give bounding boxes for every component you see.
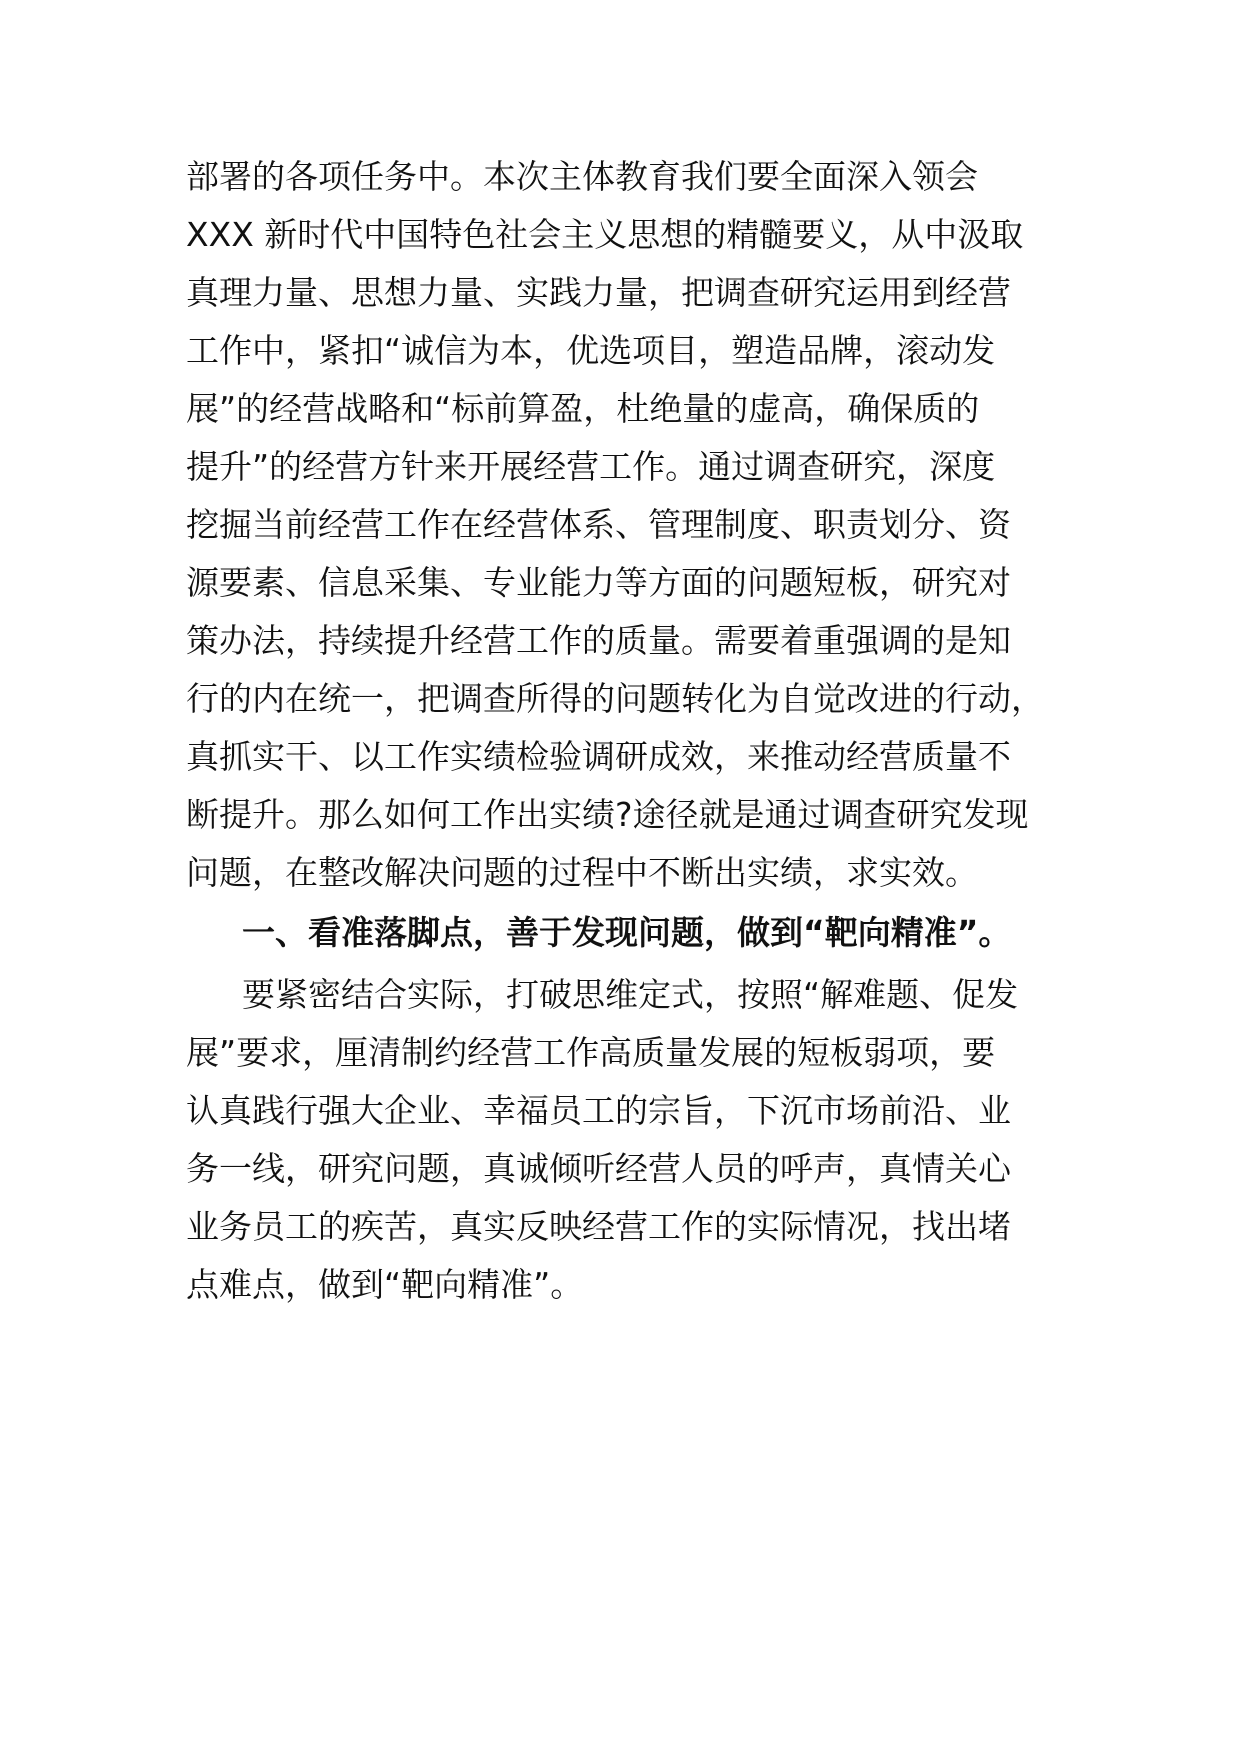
paragraph-line: 展”的经营战略和“标前算盈，杜绝量的虚高，确保质的 (186, 389, 980, 428)
paragraph-line: 断提升。那么如何工作出实绩?途径就是通过调查研究发现 (186, 795, 1029, 834)
section-heading: 一、看准落脚点，善于发现问题，做到“靶向精准”。 (242, 913, 1012, 952)
paragraph-line: 问题，在整改解决问题的过程中不断出实绩，求实效。 (186, 853, 978, 892)
paragraph-line: 要紧密结合实际，打破思维定式，按照“解难题、促发 (242, 975, 1019, 1014)
paragraph-line: 挖掘当前经营工作在经营体系、管理制度、职责划分、资 (186, 505, 1011, 544)
paragraph-line: 认真践行强大企业、幸福员工的宗旨，下沉市场前沿、业 (186, 1091, 1011, 1130)
paragraph-line: XXX 新时代中国特色社会主义思想的精髓要义，从中汲取 (186, 215, 1024, 254)
paragraph-line: 源要素、信息采集、专业能力等方面的问题短板，研究对 (186, 563, 1011, 602)
paragraph-line: 业务员工的疾苦，真实反映经营工作的实际情况，找出堵 (186, 1207, 1011, 1246)
paragraph-line: 部署的各项任务中。本次主体教育我们要全面深入领会 (186, 157, 978, 196)
paragraph-line: 工作中，紧扣“诚信为本，优选项目，塑造品牌，滚动发 (186, 331, 996, 370)
paragraph-line: 行的内在统一，把调查所得的问题转化为自觉改进的行动， (186, 679, 1044, 718)
paragraph-line: 点难点，做到“靶向精准”。 (186, 1265, 584, 1304)
paragraph-line: 真抓实干、以工作实绩检验调研成效，来推动经营质量不 (186, 737, 1011, 776)
paragraph-line: 展”要求，厘清制约经营工作高质量发展的短板弱项，要 (186, 1033, 996, 1072)
paragraph-line: 提升”的经营方针来开展经营工作。通过调查研究，深度 (186, 447, 996, 486)
paragraph-line: 务一线，研究问题，真诚倾听经营人员的呼声，真情关心 (186, 1149, 1011, 1188)
paragraph-line: 真理力量、思想力量、实践力量，把调查研究运用到经营 (186, 273, 1011, 312)
paragraph-line: 策办法，持续提升经营工作的质量。需要着重强调的是知 (186, 621, 1011, 660)
